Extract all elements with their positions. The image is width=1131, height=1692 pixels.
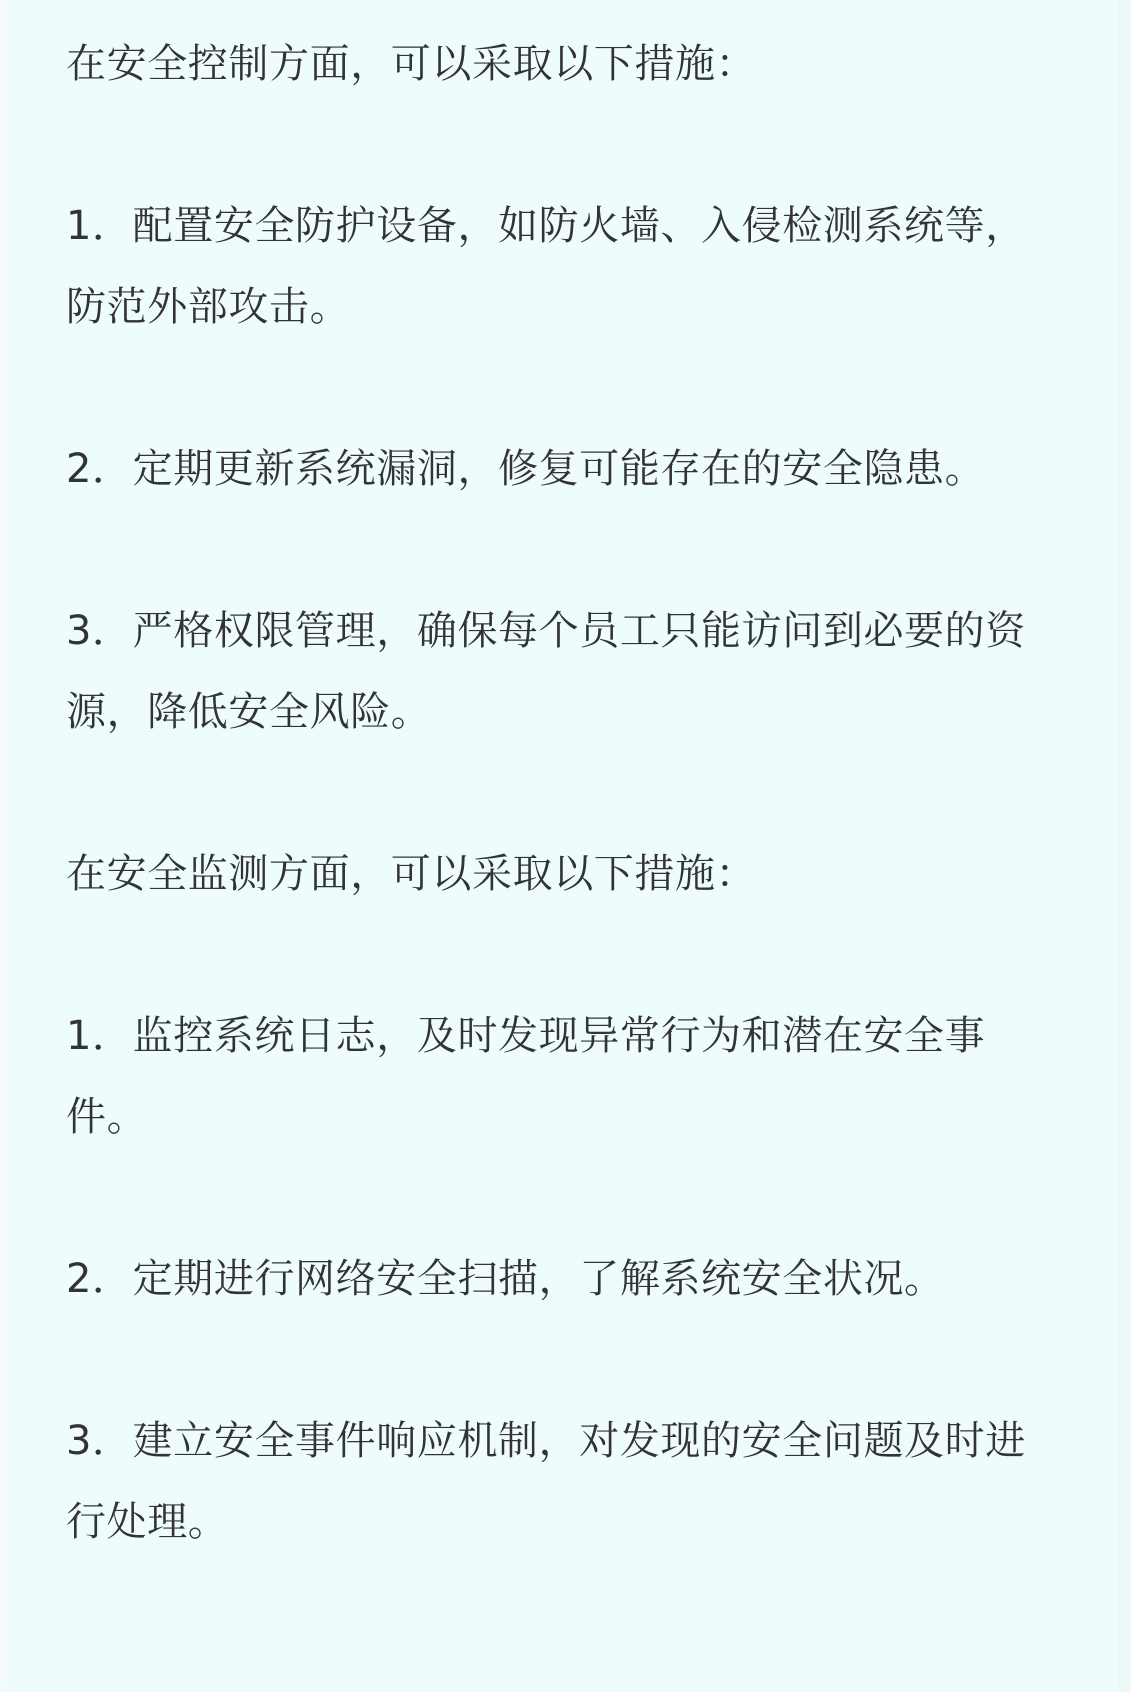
- security-control-item-3: 3．严格权限管理，确保每个员工只能访问到必要的资源，降低安全风险。: [66, 608, 1026, 735]
- security-control-item-1: 1．配置安全防护设备，如防火墙、入侵检测系统等，防范外部攻击。: [66, 203, 1026, 330]
- security-monitoring-intro: 在安全监测方面，可以采取以下措施：: [66, 851, 757, 897]
- left-edge: [0, 0, 8, 1692]
- right-edge: [1119, 0, 1131, 1692]
- security-monitoring-item-1: 1．监控系统日志，及时发现异常行为和潜在安全事件。: [66, 1013, 986, 1140]
- security-control-item-2: 2．定期更新系统漏洞，修复可能存在的安全隐患。: [66, 446, 986, 492]
- security-control-intro: 在安全控制方面，可以采取以下措施：: [66, 41, 757, 87]
- security-monitoring-item-2: 2．定期进行网络安全扫描，了解系统安全状况。: [66, 1256, 945, 1302]
- security-monitoring-item-3: 3．建立安全事件响应机制，对发现的安全问题及时进行处理。: [66, 1418, 1026, 1545]
- document-content: [66, 24, 1056, 1563]
